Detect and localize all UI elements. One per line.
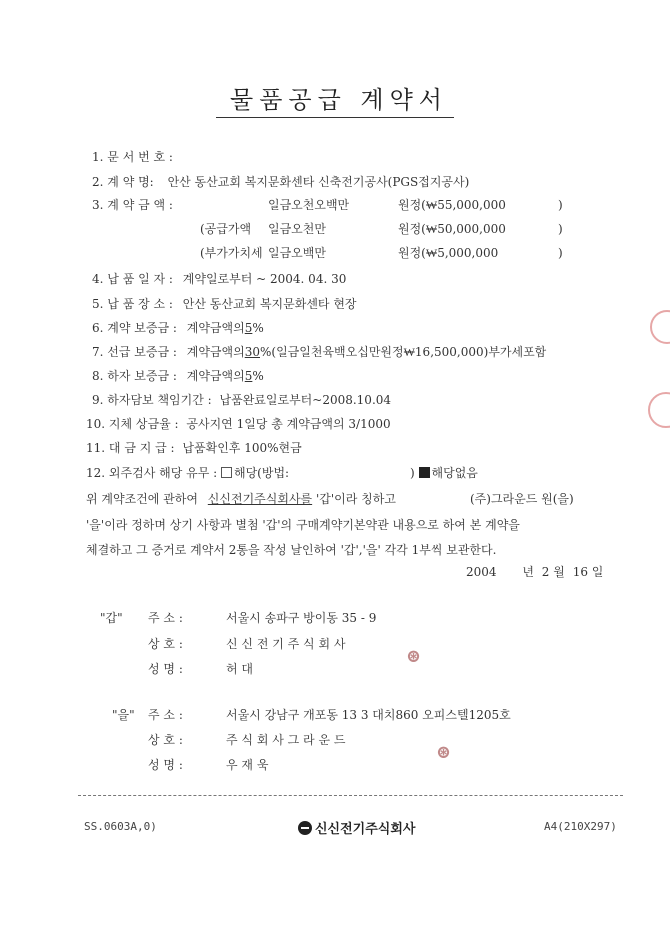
item-7: 7. 선급 보증금 : 계약금액의30%(일금일천육백오십만원정₩16,500,000)부가세포함 [92, 345, 547, 359]
paren-close: ) [558, 246, 563, 260]
form-code: SS.0603A,0) [84, 820, 157, 833]
checkbox-applicable [221, 467, 232, 478]
vat-label: (부가가치세 [200, 246, 263, 260]
item-10: 10. 지체 상금율 : 공사지연 1일당 총 계약금액의 3/1000 [86, 417, 391, 431]
item-4: 4. 납 품 일 자 : 계약일로부터 ~ 2004. 04. 30 [92, 272, 347, 286]
item-8: 8. 하자 보증금 : 계약금액의5% [92, 369, 264, 383]
party-b-company: (주)그라운드 원(을) [470, 492, 574, 506]
para-line-3: 체결하고 그 증거로 계약서 2통을 작성 날인하여 '갑','을' 각각 1부씩 보관한다. [86, 543, 497, 557]
party-a-rep-label: 성 명 : [148, 662, 183, 676]
document-title: 물품공급 계약서 [0, 80, 670, 115]
item-12-option-none: ) 해당없음 [410, 466, 478, 480]
contract-deposit-pct: 5 [244, 321, 253, 335]
company-logo-icon [298, 821, 312, 835]
paren-close: ) [558, 222, 563, 236]
vat-words: 일금오백만 [268, 246, 326, 260]
party-b-name: 주 식 회 사 그 라 운 드 [226, 733, 346, 747]
supply-amount-value: 원정(₩50,000,000 [398, 222, 506, 236]
item-6: 6. 계약 보증금 : 계약금액의5% [92, 321, 264, 335]
paper-size: A4(210X297) [544, 820, 617, 833]
party-a-tag: "갑" [100, 611, 123, 625]
party-b-address: 서울시 강남구 개포동 13 3 대치860 오피스텔1205호 [226, 708, 511, 722]
contract-date: 2004 년 2 월 16 일 [466, 565, 604, 579]
paren-close: ) [558, 198, 563, 212]
supply-amount-label: (공급가액 [200, 222, 252, 236]
party-b-tag: "을" [112, 708, 135, 722]
party-b-representative: 우 재 욱 [226, 758, 269, 772]
amount-total-value: 원정(₩55,000,000 [398, 198, 506, 212]
item-3: 3. 계 약 금 액 : [92, 198, 173, 212]
item-9: 9. 하자담보 책임기간 : 납품완료일로부터~2008.10.04 [92, 393, 392, 407]
supply-amount-words: 일금오천만 [268, 222, 326, 236]
para-line-2: '을'이라 정하며 상기 사항과 별첨 '갑'의 구매계약기본약관 내용으로 하여 본 계약을 [86, 518, 520, 532]
party-b-name-label: 상 호 : [148, 733, 183, 747]
para-line-1: 위 계약조건에 관하여 신신전기주식회사를 '갑'이라 칭하고 [86, 492, 396, 506]
amount-total-words: 일금오천오백만 [268, 198, 350, 212]
vat-value: 원정(₩5,000,000 [398, 246, 499, 260]
warranty-period: 납품완료일로부터~2008.10.04 [219, 393, 392, 407]
delivery-place: 안산 동산교회 복지문화센타 현장 [182, 297, 357, 311]
item-11: 11. 대 금 지 급 : 납품확인후 100%현금 [86, 441, 302, 455]
party-a-company: 신신전기주식회사를 [207, 492, 313, 506]
company-logo: 신신전기주식회사 [298, 818, 415, 837]
payment-terms: 납품확인후 100%현금 [182, 441, 302, 455]
party-a-representative: 허 대 [226, 662, 253, 676]
party-a-name: 신 신 전 기 주 식 회 사 [226, 637, 346, 651]
advance-amount: (일금일천육백오십만원정₩16,500,000)부가세포함 [271, 345, 547, 359]
party-a-addr-label: 주 소 : [148, 611, 183, 625]
party-a-seal-mark: ⊛ [406, 646, 422, 667]
footer-divider [78, 795, 623, 796]
delivery-date: 계약일로부터 ~ 2004. 04. 30 [182, 272, 347, 286]
item-12: 12. 외주검사 해당 유무 : 해당(방법: [86, 466, 290, 480]
party-a-address: 서울시 송파구 방이동 35 - 9 [226, 611, 377, 625]
contract-name: 안산 동산교회 복지문화센타 신축전기공사(PGS접지공사) [167, 175, 470, 189]
advance-deposit-pct: 30 [244, 345, 260, 359]
party-b-addr-label: 주 소 : [148, 708, 183, 722]
side-seal-bottom [648, 392, 670, 428]
item-5: 5. 납 품 장 소 : 안산 동산교회 복지문화센타 현장 [92, 297, 357, 311]
item-2: 2. 계 약 명: 안산 동산교회 복지문화센타 신축전기공사(PGS접지공사) [92, 175, 470, 189]
party-b-seal-mark: ⊛ [436, 742, 452, 763]
party-a-name-label: 상 호 : [148, 637, 183, 651]
defect-deposit-pct: 5 [244, 369, 253, 383]
delay-penalty: 공사지연 1일당 총 계약금액의 3/1000 [186, 417, 391, 431]
item-1: 1. 문 서 번 호 : [92, 150, 173, 164]
checkbox-not-applicable [419, 467, 430, 478]
side-seal-top [650, 310, 670, 344]
party-b-rep-label: 성 명 : [148, 758, 183, 772]
